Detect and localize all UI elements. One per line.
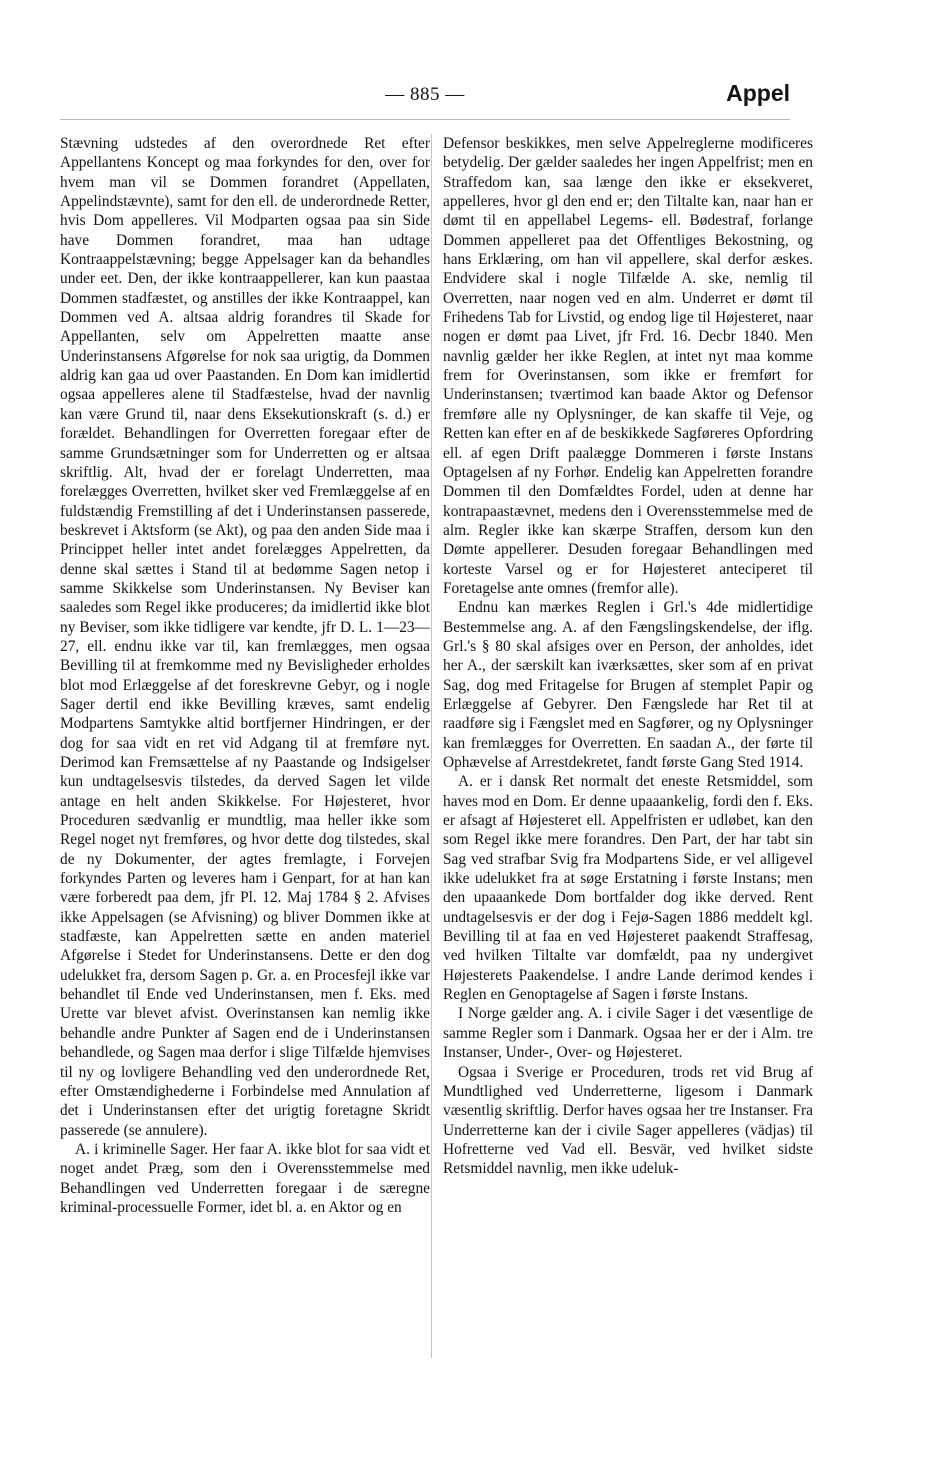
paragraph: Endnu kan mærkes Reglen i Grl.'s 4de midlertidige Bestemmelse ang. A. af den Fængslingskendelse, der iflg. Grl.'s § 80 skal afsiges over en Person, der anholdes, idet her A., der særskilt kan iværksættes, sker som af en privat Sag, dog med Fritagelse for Brugen af stemplet Papir og Erlæggelse af Gebyrer. Den Fængslede har Ret til at raadføre sig i Fængslet med en Sagfører, og ny Oplysninger kan fremlægges for Overretten. En saadan A., der førte til Ophævelse af Arrestdekretet, fandt første Gang Sted 1914. <box>443 599 813 771</box>
header-rule <box>60 119 790 120</box>
right-column <box>443 134 813 1179</box>
paragraph: Ogsaa i Sverige er Proceduren, trods ret vid Brug af Mundtlighed ved Underretterne, ligesom i Danmark væsentlig skriftlig. Derfor haves ogsaa her tre Instanser. Fra Underretterne kan der i civile Sager appelleres (vädjas) til Hofretterne ved Vad ell. Besvär, ved hvilket sidste Retsmiddel navnlig, men ikke udeluk- <box>443 1063 813 1178</box>
paragraph: A. er i dansk Ret normalt det eneste Retsmiddel, som haves mod en Dom. Er denne upaaankelig, fordi den f. Eks. er afsagt af Højesteret ell. Appelfristen er udløbet, kan den som Regel ikke mere forandres. Den Part, der har tabt sin Sag ved strafbar Svig fra Modpartens Side, er vel alligevel ikke udelukket fra at søge Erstatning i første Instans; men den upaaankede Dom bortfalder dog ikke derved. Rent undtagelsesvis er der dog i Fejø-Sagen 1886 meddelt kgl. Bevilling til at faa en ved Højesteret paakendt Straffesag, ved hvilken Tiltalte var domfældt, paa ny undergivet Højesterets Paakendelse. I andre Lande derimod kendes i Reglen en Genoptagelse af Sagen i første Instans. <box>443 773 813 1004</box>
paragraph: A. i kriminelle Sager. Her faar A. ikke blot for saa vidt et noget andet Præg, som den i Overensstemmelse med Behandlingen ved Underretten foregaar i de særegne kriminal-processuelle Former, idet bl. a. en Aktor og en <box>60 1140 430 1216</box>
running-headword: Appel <box>726 80 790 106</box>
left-column <box>60 134 430 1217</box>
paragraph: I Norge gælder ang. A. i civile Sager i det væsentlige de samme Regler som i Danmark. Ogsaa her er der i Alm. tre Instanser, Under-, Over- og Højesteret. <box>443 1005 813 1062</box>
page-header <box>60 80 790 114</box>
column-divider <box>431 134 432 1358</box>
page-number: — 885 — <box>385 84 465 105</box>
paragraph: Stævning udstedes af den overordnede Ret efter Appellantens Koncept og maa forkyndes for den, over for hvem man vil se Dommen forandret (Appellaten, Appelindstævnte), samt for den ell. de underordnede Retter, hvis Dom appelleres. Vil Modparten ogsaa paa sin Side have Dommen forandret, maa han udtage Kontraappelstævning; begge Appelsager kan da behandles under eet. Den, der ikke kontraappellerer, kan kun paastaa Dommen stadfæstet, og anstilles der ikke Kontraappel, kan Dommen ved A. altsaa aldrig forandres til Skade for Appellanten, selv om Appelretten maatte anse Underinstansens Afgørelse for nok saa urigtig, da Dommen aldrig kan gaa ud over Paastanden. En Dom kan imidlertid ogsaa appelleres alene til Stadfæstelse, hvad der navnlig kan være Grund til, naar dens Eksekutionskraft (s. d.) er forældet. Behandlingen for Overretten foregaar efter de samme Grundsætninger som for Underretten og er altsaa skriftlig. Alt, hvad der er forelagt Underretten, maa forelægges Overretten, hvilket sker ved Fremlæggelse af en fuldstændig Fremstilling af det i Underinstansen passerede, beskrevet i Aktsform (se Akt), og paa den anden Side maa i Princippet heller intet andet forelægges Appelretten, da denne skal sættes i Stand til at bedømme Sagen netop i samme Skikkelse som Underinstansen. Ny Beviser kan saaledes som Regel ikke produceres; da imidlertid ikke blot ny Beviser, som ikke tidligere var kendte, jfr D. L. 1—23—27, ell. endnu ikke var til, kan fremlægges, men ogsaa Bevilling til at fremkomme med ny Bevisligheder erholdes blot mod Erlæggelse af det foreskrevne Gebyr, og i nogle Sager dertil end ikke Bevilling kræves, samt endelig Modpartens Samtykke altid bortfjerner Hindringen, er der dog for saa vidt en ret vid Adgang til at fremføre nyt. Derimod kan Fremsættelse af ny Paastande og Indsigelser kun undtagelsesvis tilstedes, da derved Sagen let vilde antage en helt anden Skikkelse. For Højesteret, hvor Proceduren sædvanlig er mundtlig, maa heller ikke som Regel noget nyt fremføres, og hvor dette dog tilstedes, skal de ny Dokumenter, der agtes fremlagte, i Forvejen forkyndes Parten og leveres ham i Genpart, for at han kan være forberedt paa dem, jfr Pl. 12. Maj 1784 § 2. Afvises ikke Appelsagen (se Afvisning) og bliver Dommen ikke at stadfæste, kan Appelretten sætte en anden materiel Afgørelse i Stedet for Underinstansens. Dette er den dog udelukket fra, dersom Sagen p. Gr. a. en Procesfejl ikke var behandlet til Ende ved Underinstansen, men f. Eks. med Urette var blevet afvist. Overinstansen kan nemlig ikke behandle andre Punkter af Sagen end de i Underinstansen behandlede, og Sagen maa derfor i slige Tilfælde hjemvises til ny og lovligere Behandling ved den underordnede Ret, efter Omstændighederne i Forbindelse med Annulation af det i Underinstansen efter det urigtig foretagne Skridt passerede (se annulere). <box>60 135 430 1139</box>
paragraph: Defensor beskikkes, men selve Appelreglerne modificeres betydelig. Der gælder saaledes her ingen Appelfrist; men en Straffedom kan, saa længe den ikke er eksekveret, appelleres, hvor gl den end er; den Tiltalte kan, naar han er dømt til en appellabel Legems- ell. Bødestraf, forlange Dommen appelleret paa det Offentliges Bekostning, og hans Erklæring, om han vil appellere, skal derfor æskes. Endvidere skal i nogle Tilfælde A. ske, nemlig til Overretten, naar nogen ved en alm. Underret er dømt til Frihedens Tab for Livstid, og endog lige til Højesteret, naar nogen er dømt paa Livet, jfr Frd. 16. Decbr 1840. Men navnlig gælder her ikke Reglen, at intet nyt maa komme frem for Overinstansen, som ikke er fremført for Underinstansen; tværtimod kan baade Aktor og Defensor fremføre alle ny Oplysninger, de kan skaffe til Veje, og Retten kan efter en af de beskikkede Sagføreres Opfordring ell. af egen Drift paalægge Dommeren i første Instans Optagelsen af ny Forhør. Endelig kan Appelretten forandre Dommen til den Domfældtes Fordel, uden at denne har kontrapaastævnet, medens den i Overensstemmelse med de alm. Regler ikke kan skærpe Straffen, dersom kun den Dømte appellerer. Desuden foregaar Behandlingen med korteste Varsel og er for Højesteret anteciperet til Foretagelse ante omnes (fremfor alle). <box>443 135 813 597</box>
